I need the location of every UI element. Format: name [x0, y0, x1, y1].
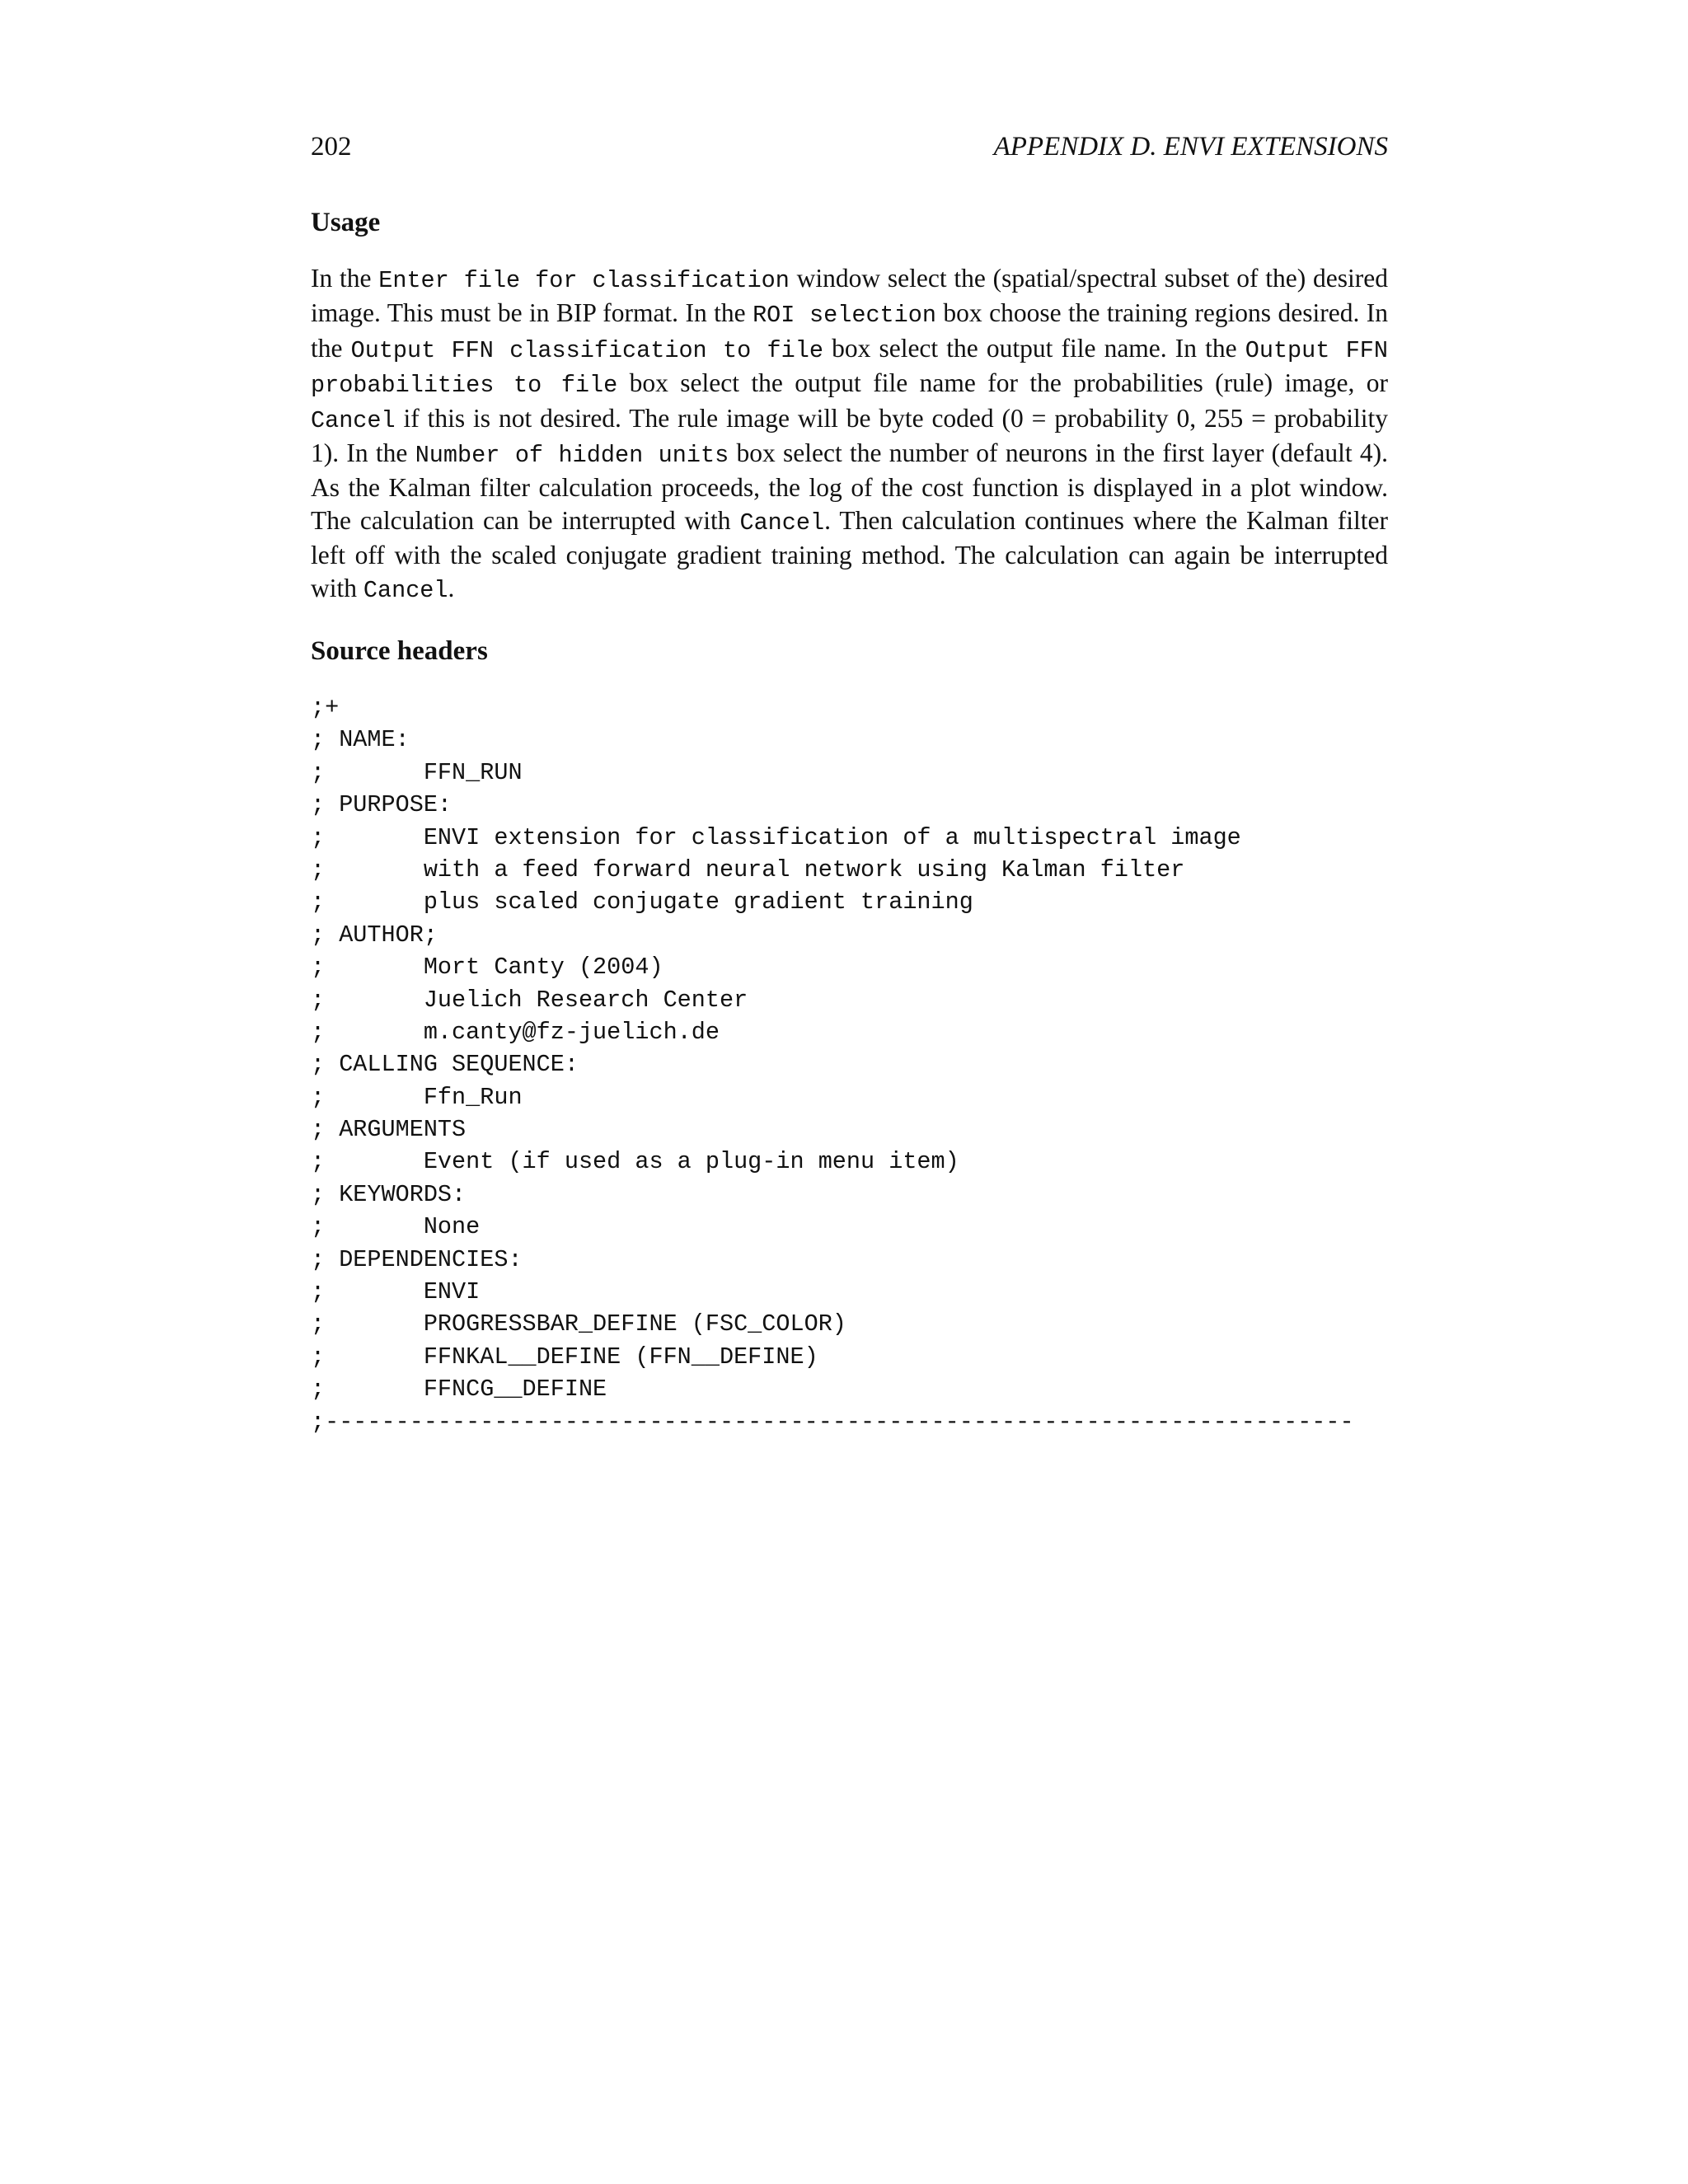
code-line: ; FFNKAL__DEFINE (FFN__DEFINE)	[311, 1343, 818, 1371]
code-line: ; Juelich Research Center	[311, 986, 748, 1014]
inline-code: Cancel	[311, 406, 396, 434]
paragraph-text: if this is not desired. The rule image will be byte coded (0 = probability 0, 255 = probability 1). In the	[311, 403, 1388, 468]
code-line: ; Event (if used as a plug-in menu item)	[311, 1148, 959, 1176]
inline-code: Enter file for classification	[378, 267, 790, 294]
running-head: APPENDIX D. ENVI EXTENSIONS	[993, 132, 1388, 162]
paragraph-text: .	[448, 573, 455, 602]
code-line: ; FFN_RUN	[311, 758, 523, 786]
page-number: 202	[311, 132, 352, 162]
source-headers-heading: Source headers	[311, 636, 488, 666]
inline-code: Output FFN classification to file	[350, 336, 823, 364]
code-line: ; plus scaled conjugate gradient training	[311, 888, 973, 916]
inline-code: Cancel	[739, 509, 825, 537]
paragraph-text: box select the output file name for the probabilities (rule) image, or	[617, 368, 1388, 398]
code-line: ;-------------------------------------------------------------------------	[311, 1408, 1354, 1436]
inline-code: Cancel	[363, 576, 448, 604]
inline-code: ROI selection	[753, 302, 936, 330]
usage-heading: Usage	[311, 208, 381, 237]
code-line: ; NAME:	[311, 726, 410, 754]
page-header	[311, 126, 1388, 167]
code-line: ; Mort Canty (2004)	[311, 954, 663, 982]
code-line: ; FFNCG__DEFINE	[311, 1376, 607, 1404]
paragraph-text: In the	[311, 264, 379, 293]
inline-code: Number of hidden units	[415, 442, 729, 470]
code-line: ; ENVI extension for classification of a multispectral image	[311, 823, 1241, 851]
code-line: ; None	[311, 1213, 481, 1241]
paragraph-text: box choose the training regions desired. In the	[311, 298, 1388, 363]
paragraph-text: . Then calculation continues where the Kalman filter left off with the scaled conjugate gradient training method. The calculation can again be interrupted with	[311, 505, 1388, 602]
code-line: ;+	[311, 694, 340, 721]
paragraph-text: window select the (spatial/spectral subset of the) desired image. This must be in BIP format. In the	[311, 264, 1388, 328]
code-line: ; PURPOSE:	[311, 791, 452, 819]
code-line: ; with a feed forward neural network using Kalman filter	[311, 855, 1185, 883]
code-line: ; ARGUMENTS	[311, 1116, 467, 1144]
inline-code: Output FFN probabilities to file	[311, 336, 1389, 400]
code-line: ; CALLING SEQUENCE:	[311, 1051, 579, 1079]
usage-paragraph	[311, 262, 1388, 607]
code-line: ; AUTHOR;	[311, 921, 438, 949]
code-line: ; KEYWORDS:	[311, 1180, 467, 1208]
paragraph-text: box select the number of neurons in the first layer (default 4). As the Kalman filter calculation proceeds, the log of the cost function is displayed in a plot window. The calculation can be interrupted with	[311, 438, 1389, 535]
source-code-block	[311, 691, 1399, 1438]
code-line: ; Ffn_Run	[311, 1083, 523, 1111]
code-line: ; m.canty@fz-juelich.de	[311, 1018, 720, 1046]
paragraph-text: box select the output file name. In the	[823, 333, 1245, 363]
code-line: ; DEPENDENCIES:	[311, 1245, 523, 1273]
code-line: ; PROGRESSBAR_DEFINE (FSC_COLOR)	[311, 1310, 846, 1338]
code-line: ; ENVI	[311, 1278, 481, 1306]
